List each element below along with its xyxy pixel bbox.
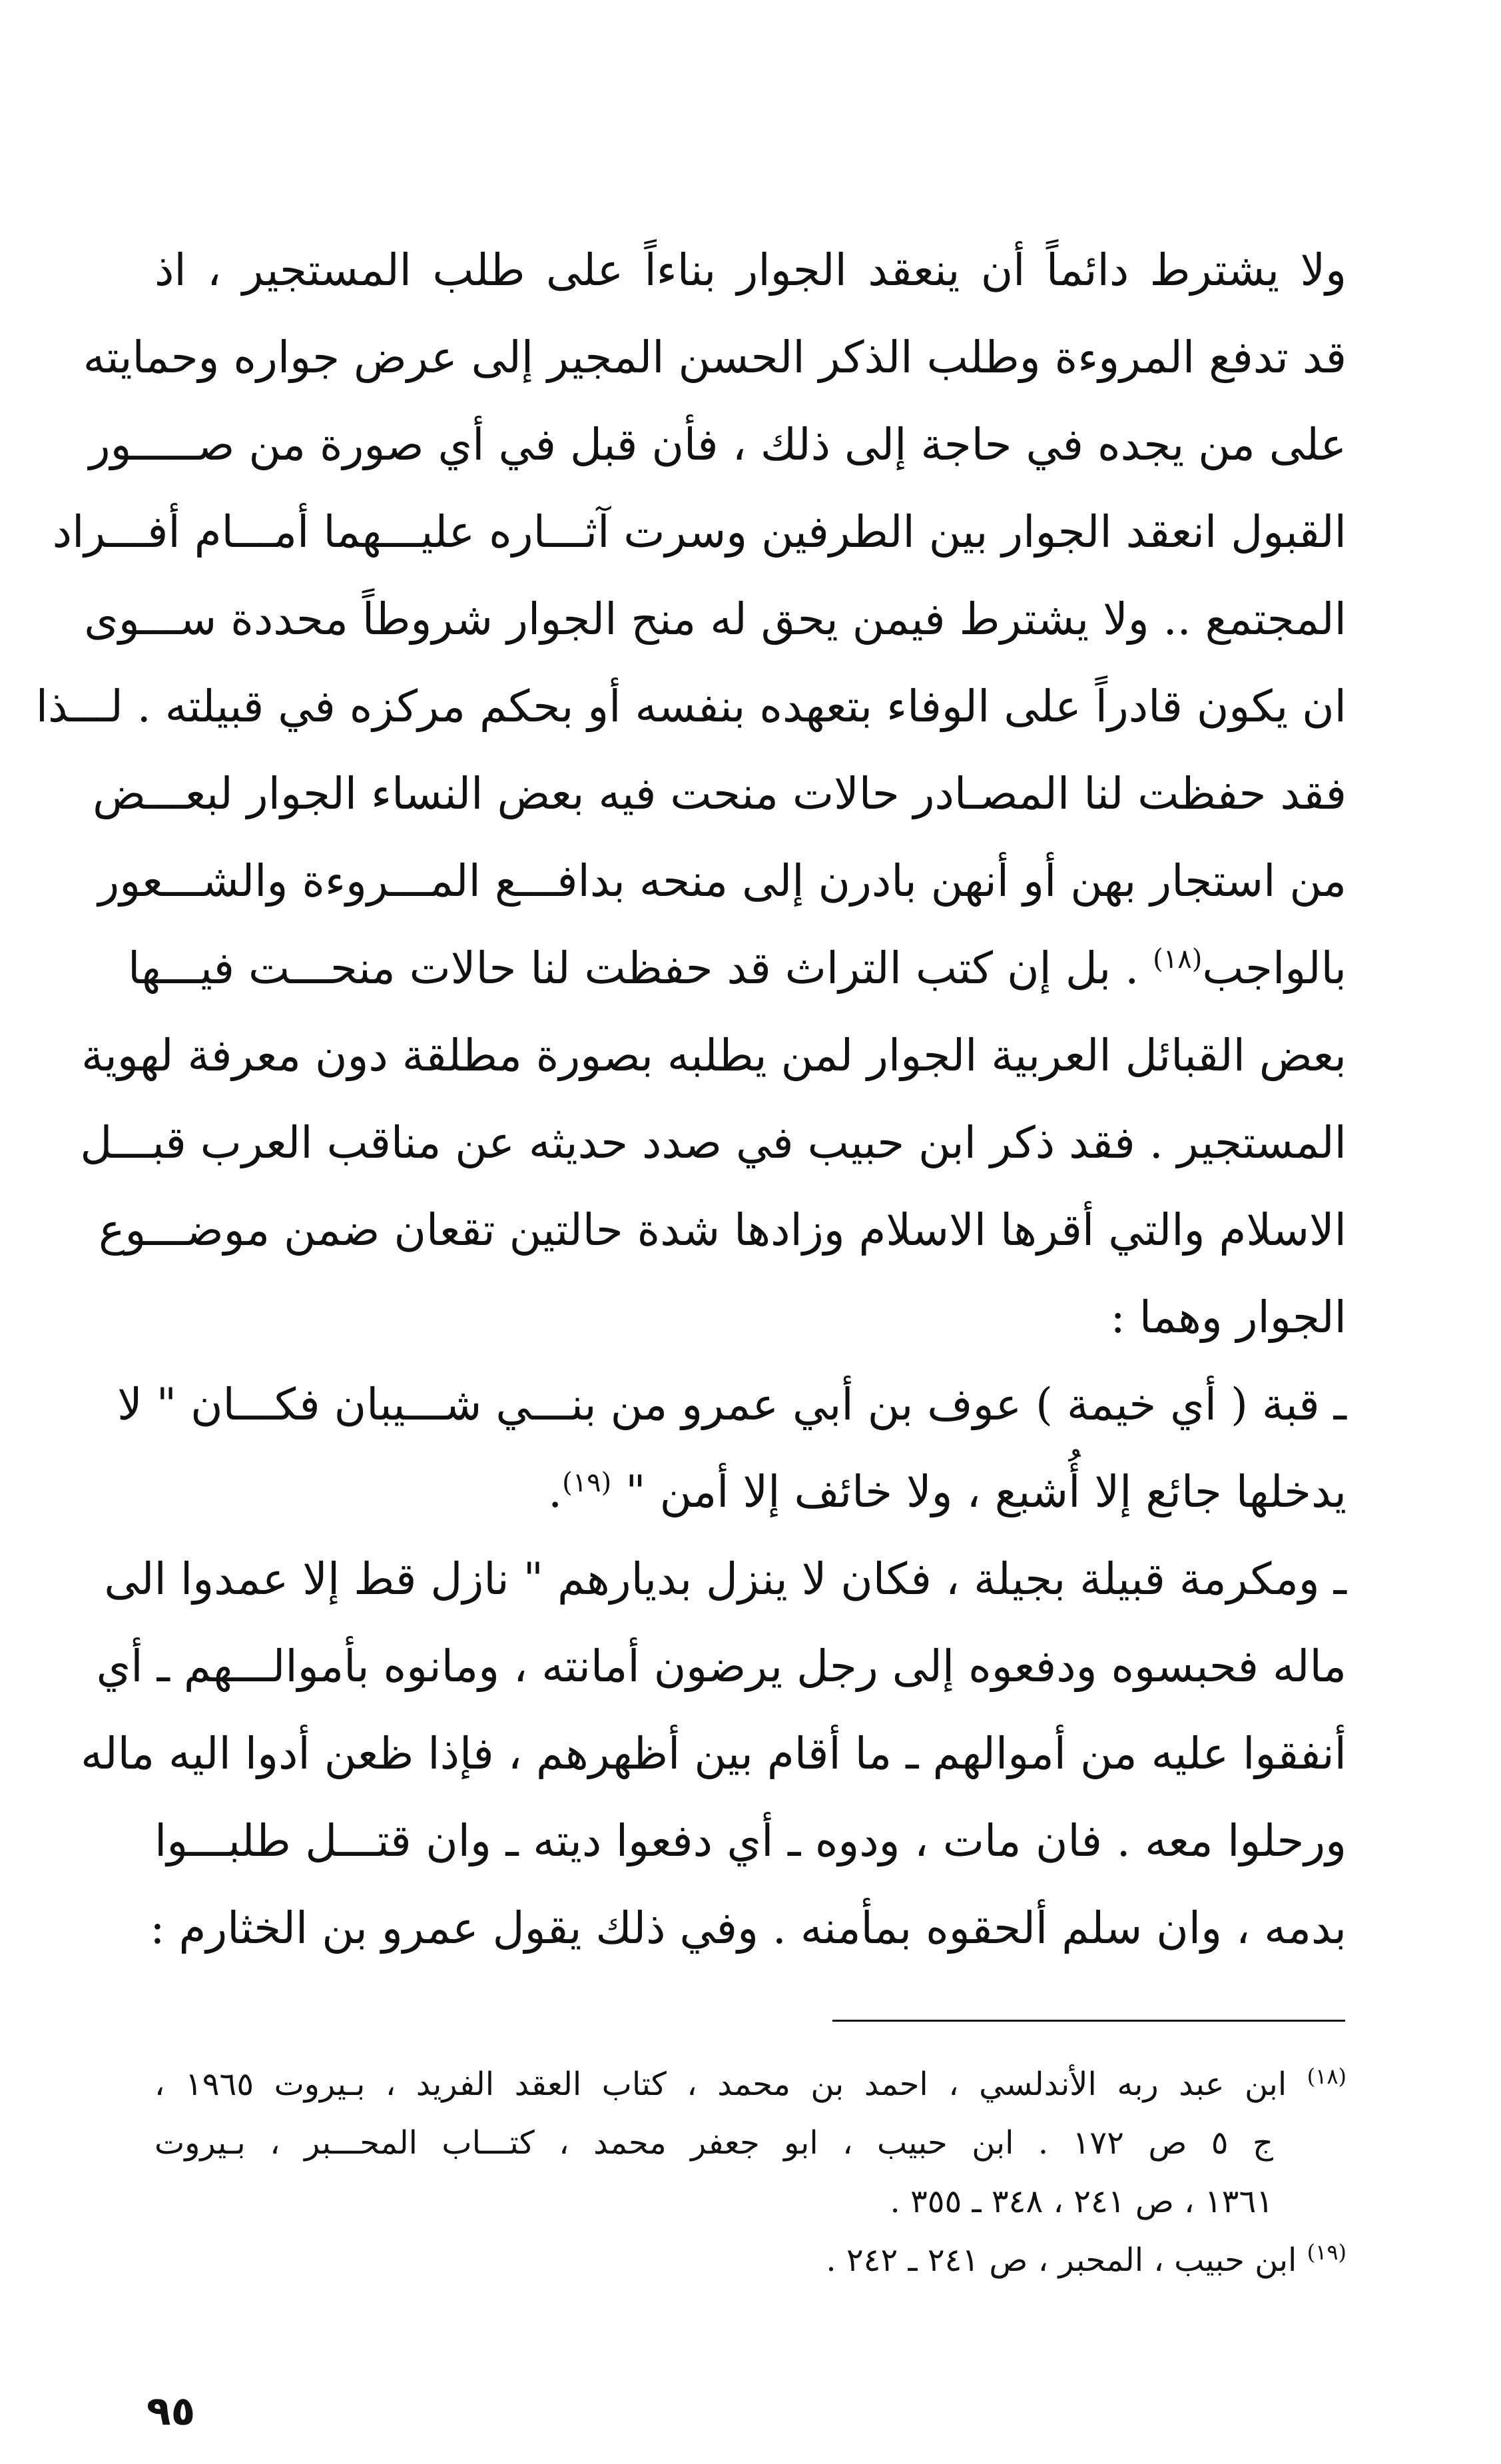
text-line: على من يجده في حاجة إلى ذلك ، فأن قبل في أي صورة من صـــــور <box>89 419 1347 470</box>
footnote-18 <box>154 2055 1347 2114</box>
footnote-mark: (١٨) <box>1307 2064 1347 2089</box>
footnote-18-continued: ١٣٦١ ، ص ٢٤١ ، ٣٤٨ ـ ٣٥٥ . <box>890 2183 1273 2220</box>
text-line: أنفقوا عليه من أموالهم ـ ما أقام بين أظهرهم ، فإذا ظعن أدوا اليه ماله <box>81 1728 1347 1779</box>
footnote-reference-19: (١٩) <box>562 1467 612 1498</box>
footnote-separator <box>832 2020 1345 2022</box>
text-line: ورحلوا معه . فان مات ، ودوه ـ أي دفعوا ديته ـ وان قتـــل طلبـــوا <box>154 1815 1347 1866</box>
text-line: من استجار بهن أو أنهن بادرن إلى منحه بدافـــع المـــروءة والشـــعور <box>98 855 1347 907</box>
footnote-reference-18: (١٨) <box>1153 944 1203 975</box>
text-line-with-footnote-ref <box>128 925 1347 1012</box>
text-line: ـ قبة ( أي خيمة ) عوف بن أبي عمرو من بنـــي شـــيبان فكـــان " لا <box>117 1379 1347 1430</box>
text-line: ـ ومكرمة قبيلة بجيلة ، فكان لا ينزل بديارهم " نازل قط إلا عمدوا الى <box>104 1553 1347 1605</box>
text-line-with-footnote-ref <box>154 1448 1347 1535</box>
footnote-text: ابن حبيب ، المحبر ، ص ٢٤١ ـ ٢٤٢ . <box>826 2242 1297 2279</box>
text-line: القبول انعقد الجوار بين الطرفين وسرت آثـــاره عليـــهما أمـــام أفـــراد <box>52 506 1347 558</box>
text-fragment: بالواجب <box>1202 943 1347 994</box>
text-line: ولا يشترط دائماً أن ينعقد الجوار بناءاً على طلب المستجير ، اذ <box>154 244 1347 296</box>
footnote-19 <box>154 2231 1347 2289</box>
footnote-18-continued: ج ٥ ص ١٧٢ . ابن حبيب ، ابو جعفر محمد ، كتـــاب المحـــبر ، بـيروت <box>154 2124 1273 2162</box>
text-fragment: . <box>548 1466 563 1517</box>
text-line: المجتمع .. ولا يشترط فيمن يحق له منح الجوار شروطاً محددة ســـوى <box>84 594 1347 645</box>
page-number: ٩٥ <box>147 2388 196 2435</box>
footnote-mark: (١٩) <box>1307 2240 1347 2265</box>
text-fragment: . <box>1111 943 1153 994</box>
text-line: الاسلام والتي أقرها الاسلام وزادها شدة حالتين تقعان ضمن موضـــوع <box>99 1204 1347 1256</box>
text-line: بعض القبائل العربية الجوار لمن يطلبه بصورة مطلقة دون معرفة لهوية <box>81 1030 1347 1081</box>
text-line: ان يكون قادراً على الوفاء بتعهده بنفسه أو بحكم مركزه في قبيلته . لـــذا <box>35 681 1347 732</box>
text-line: المستجير . فقد ذكر ابن حبيب في صدد حديثه عن مناقب العرب قبـــل <box>80 1117 1347 1168</box>
footnote-text: ابن عبد ربه الأندلسي ، احمد بن محمد ، كتاب العقد الفريد ، بـيروت ١٩٦٥ ، <box>154 2066 1287 2103</box>
text-fragment: يدخلها جائع إلا أُشبع ، ولا خائف إلا أمن " <box>625 1466 1347 1517</box>
footnotes <box>154 2055 1347 2289</box>
text-line: الجوار وهما : <box>1110 1292 1347 1343</box>
text-line: ماله فحبسوه ودفعوه إلى رجل يرضون أمانته ، ومانوه بأموالـــهم ـ أي <box>96 1641 1347 1692</box>
text-line: قد تدفع المروءة وطلب الذكر الحسن المجير إلى عرض جواره وحمايته <box>83 332 1347 383</box>
text-fragment: بل إن كتب التراث قد حفظت لنا حالات منحـــت فيـــها <box>128 943 1111 994</box>
text-line: بدمه ، وان سلم ألحقوه بمأمنه . وفي ذلك يقول عمرو بن الخثارم : <box>150 1902 1347 1954</box>
body-text <box>35 226 1347 1972</box>
text-line: فقد حفظت لنا المصـادر حالات منحت فيه بعض النساء الجوار لبعـــض <box>93 768 1347 819</box>
